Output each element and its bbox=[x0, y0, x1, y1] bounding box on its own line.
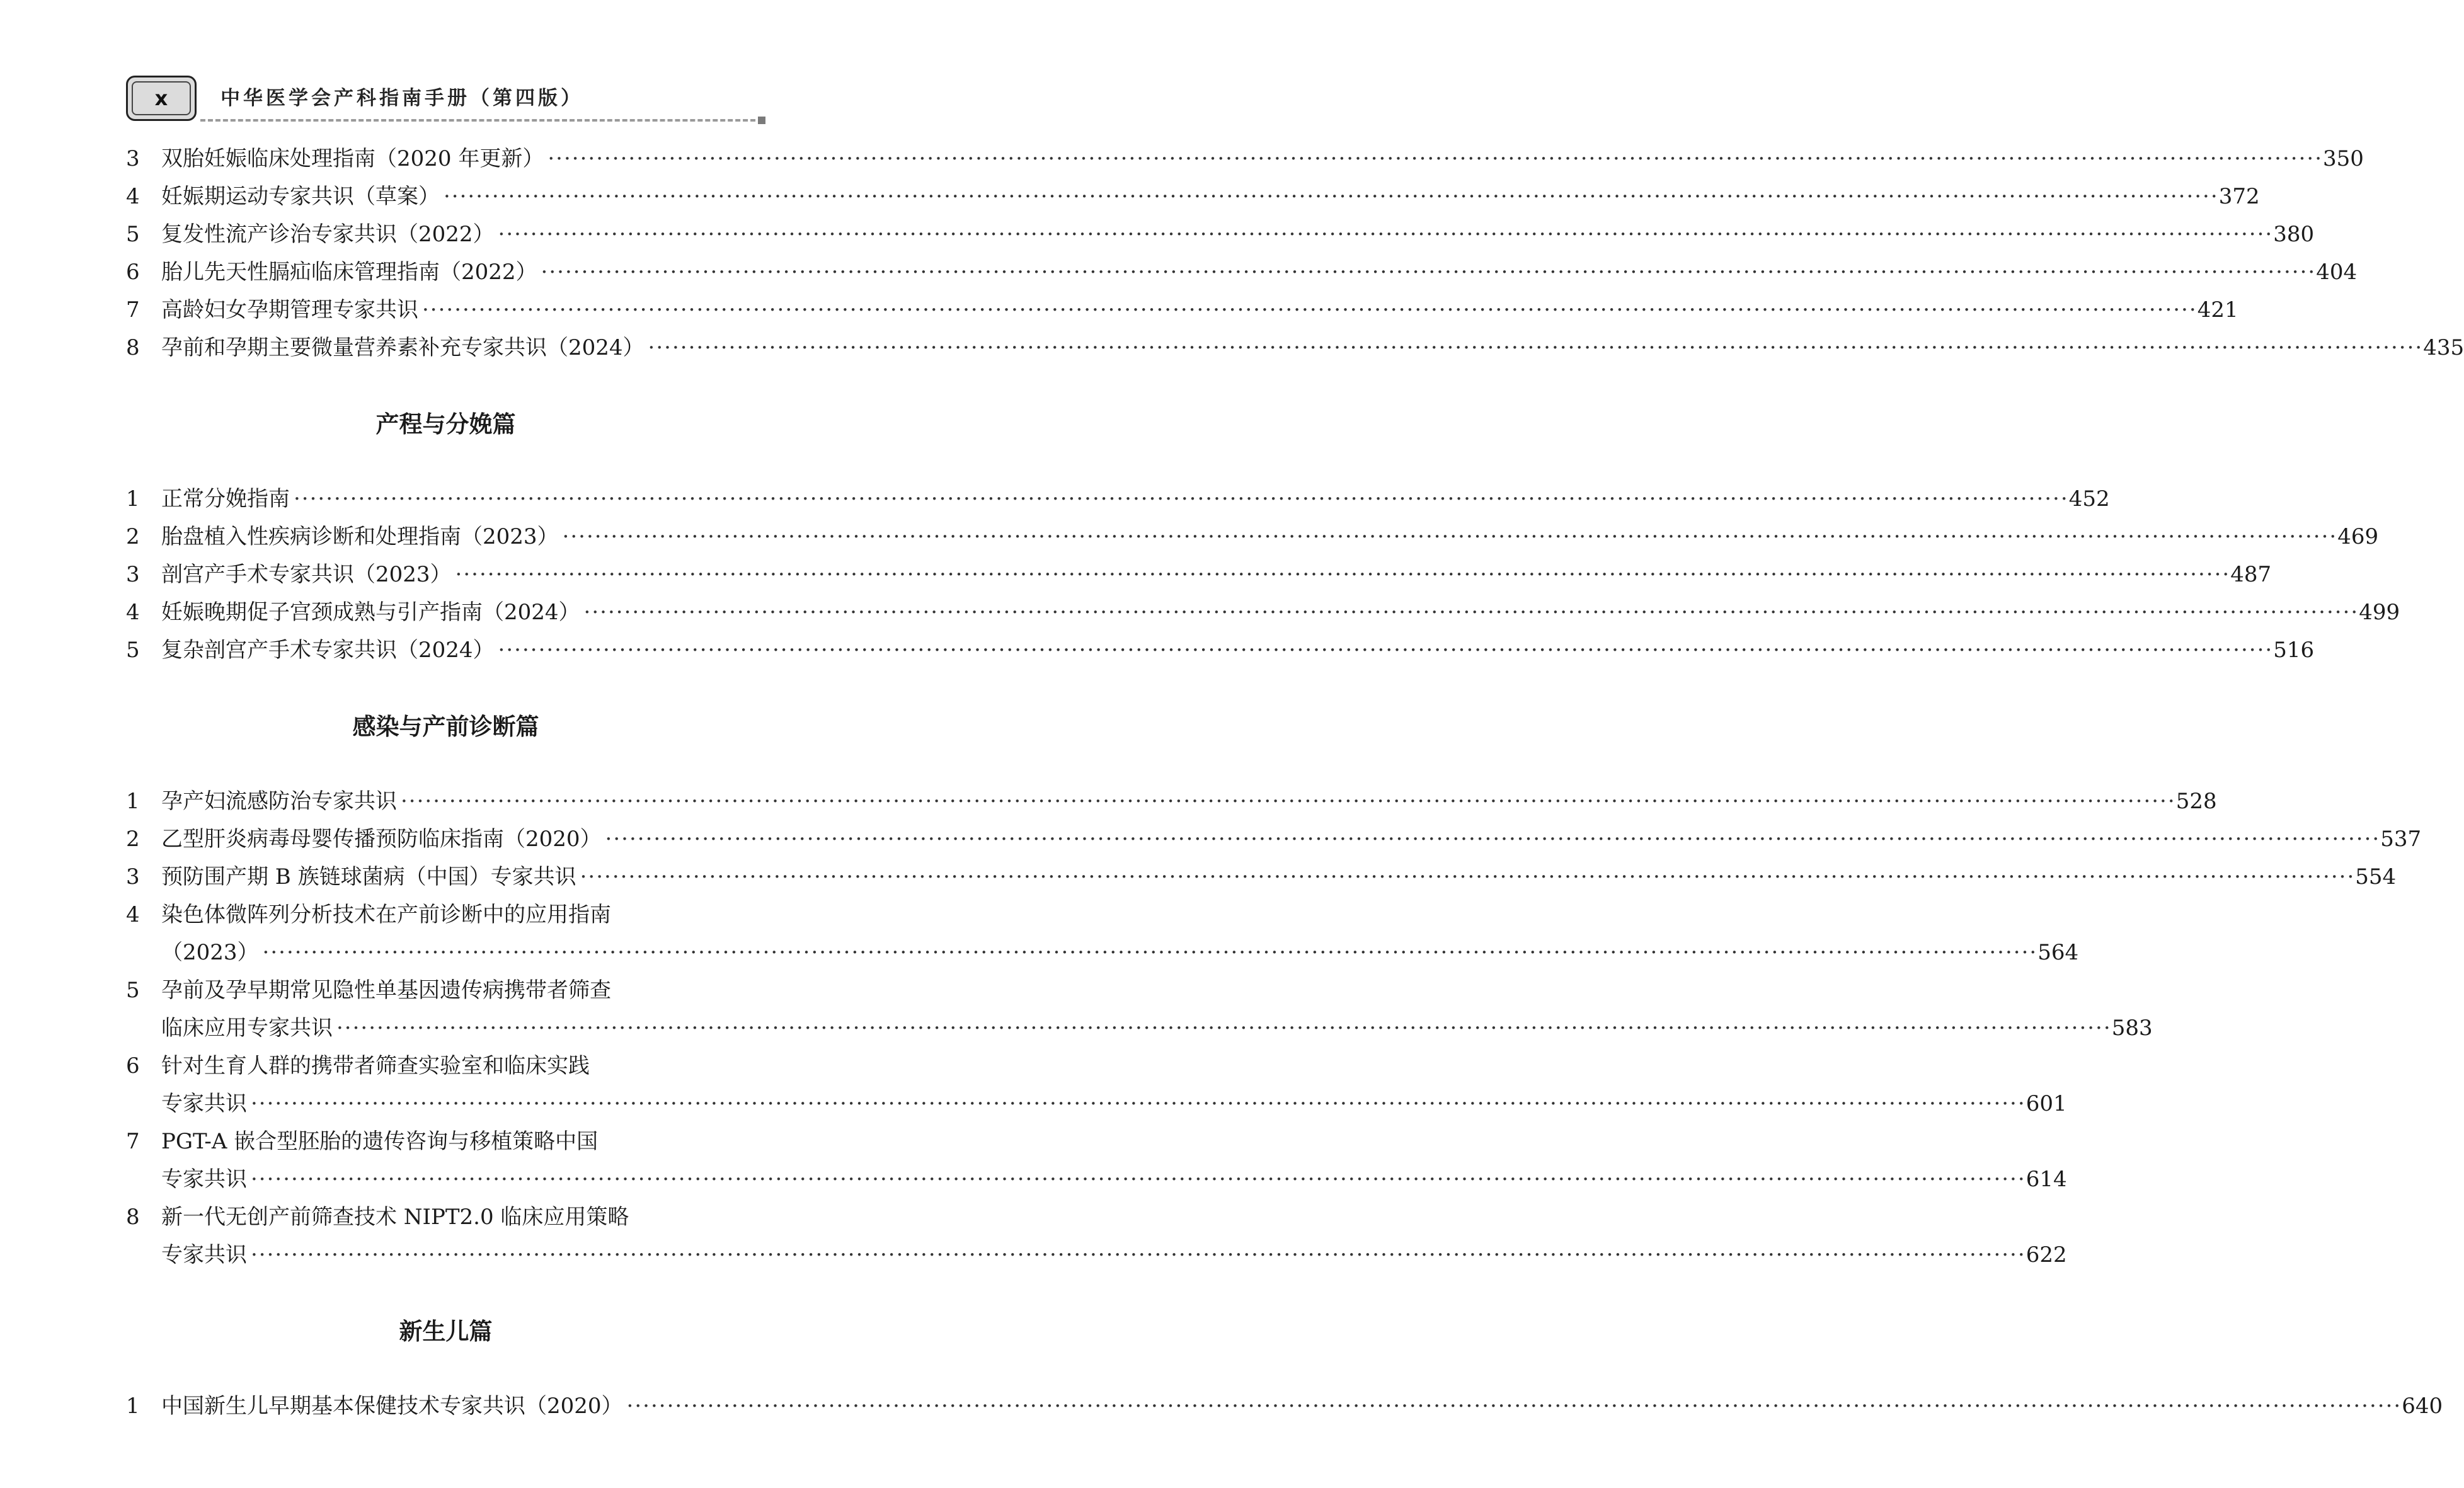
dot-leader: ···························································································································································································································· bbox=[562, 524, 2338, 549]
toc-entry[interactable] bbox=[126, 593, 2400, 631]
entry-number: 1 bbox=[126, 1394, 140, 1419]
toc-entry-line bbox=[126, 1123, 765, 1160]
section-spacing bbox=[126, 1274, 765, 1313]
book-title: 中华医学会产科指南手册（第四版） bbox=[221, 87, 583, 110]
entry-page-number: 622 bbox=[2026, 1242, 2067, 1268]
entry-number: 2 bbox=[126, 524, 140, 549]
toc-entry[interactable] bbox=[126, 1123, 2067, 1198]
entry-title: 胎儿先天性膈疝临床管理指南（2022） bbox=[161, 260, 537, 285]
entry-title: 剖宫产手术专家共识（2023） bbox=[161, 562, 452, 587]
toc-entry-line bbox=[126, 896, 765, 934]
page-number-badge bbox=[126, 76, 197, 121]
entry-number: 2 bbox=[126, 827, 140, 852]
entry-page-number: 640 bbox=[2402, 1394, 2443, 1419]
toc-entry[interactable] bbox=[126, 820, 2422, 858]
dot-leader: ···························································································································································································································· bbox=[294, 486, 2069, 512]
dot-leader: ···························································································································································································································· bbox=[251, 1091, 2026, 1116]
entry-number: 4 bbox=[126, 902, 140, 927]
entry-page-number: 372 bbox=[2218, 184, 2260, 209]
entry-number: 6 bbox=[126, 1053, 140, 1079]
entry-page-number: 516 bbox=[2273, 638, 2315, 663]
entry-title: PGT-A 嵌合型胚胎的遗传咨询与移植策略中国 bbox=[161, 1129, 599, 1154]
toc-entry-line bbox=[126, 593, 2400, 631]
header-divider-end bbox=[758, 117, 765, 124]
entry-title: 妊娠期运动专家共识（草案） bbox=[161, 184, 440, 209]
entry-number: 1 bbox=[126, 789, 140, 814]
entry-title: 复杂剖宫产手术专家共识（2024） bbox=[161, 638, 495, 663]
toc-entry-continuation bbox=[126, 1009, 2153, 1047]
entry-page-number: 537 bbox=[2380, 827, 2422, 852]
entry-number: 7 bbox=[126, 297, 140, 323]
entry-title: 预防围产期 B 族链球菌病（中国）专家共识 bbox=[161, 864, 576, 890]
toc-entry-line bbox=[126, 631, 2315, 669]
toc-entry-line bbox=[126, 291, 2238, 329]
entry-page-number: 601 bbox=[2026, 1091, 2067, 1116]
toc-entry[interactable] bbox=[126, 518, 2379, 556]
toc-entry[interactable] bbox=[126, 896, 2079, 971]
entry-number: 8 bbox=[126, 335, 140, 360]
entry-page-number: 487 bbox=[2230, 562, 2272, 587]
entry-title: 胎盘植入性疾病诊断和处理指南（2023） bbox=[161, 524, 559, 549]
toc-entry[interactable] bbox=[126, 329, 2464, 367]
dot-leader: ···························································································································································································································· bbox=[251, 1242, 2026, 1268]
dot-leader: ···························································································································································································································· bbox=[605, 827, 2381, 852]
entry-number: 3 bbox=[126, 864, 140, 890]
entry-number: 5 bbox=[126, 978, 140, 1003]
entry-number: 5 bbox=[126, 638, 140, 663]
entry-number: 3 bbox=[126, 146, 140, 171]
entry-title: 双胎妊娠临床处理指南（2020 年更新） bbox=[161, 146, 544, 171]
dot-leader: ···························································································································································································································· bbox=[498, 638, 2274, 663]
entry-number: 4 bbox=[126, 184, 140, 209]
dot-leader: ···························································································································································································································· bbox=[498, 222, 2274, 247]
toc-entry-line bbox=[126, 480, 2110, 518]
entry-title: 新一代无创产前筛查技术 NIPT2.0 临床应用策略 bbox=[161, 1205, 629, 1230]
entry-page-number: 554 bbox=[2355, 864, 2397, 890]
toc-entry[interactable] bbox=[126, 480, 2110, 518]
entry-title: 专家共识 bbox=[161, 1167, 247, 1192]
entry-page-number: 583 bbox=[2111, 1016, 2153, 1041]
entry-page-number: 421 bbox=[2197, 297, 2238, 323]
entry-title: 复发性流产诊治专家共识（2022） bbox=[161, 222, 495, 247]
toc-entry-line bbox=[126, 1387, 2443, 1425]
toc-entry[interactable] bbox=[126, 291, 2238, 329]
entry-page-number: 469 bbox=[2337, 524, 2379, 549]
section-heading: 感染与产前诊断篇 bbox=[352, 713, 539, 740]
toc-entry-line bbox=[126, 253, 2358, 291]
toc-entry-line bbox=[126, 215, 2315, 253]
entry-title: 专家共识 bbox=[161, 1242, 247, 1268]
entry-title: 高龄妇女孕期管理专家共识 bbox=[161, 297, 418, 323]
dot-leader: ···························································································································································································································· bbox=[580, 864, 2356, 890]
section-spacing bbox=[126, 367, 765, 406]
toc-entry[interactable] bbox=[126, 140, 2364, 178]
toc-entry-line bbox=[126, 140, 2364, 178]
entry-page-number: 435 bbox=[2423, 335, 2464, 360]
entry-page-number: 564 bbox=[2037, 940, 2079, 965]
toc-entry[interactable] bbox=[126, 782, 2217, 820]
page-number: x bbox=[154, 86, 168, 110]
dot-leader: ···························································································································································································································· bbox=[455, 562, 2231, 587]
section-spacing bbox=[126, 746, 765, 782]
entry-number: 1 bbox=[126, 486, 140, 512]
entry-number: 8 bbox=[126, 1205, 140, 1230]
entry-number: 4 bbox=[126, 600, 140, 625]
entry-title: 染色体微阵列分析技术在产前诊断中的应用指南 bbox=[161, 902, 611, 927]
section-spacing bbox=[126, 1351, 765, 1387]
entry-title: 中国新生儿早期基本保健技术专家共识（2020） bbox=[161, 1394, 623, 1419]
dot-leader: ···························································································································································································································· bbox=[541, 260, 2317, 285]
dot-leader: ···························································································································································································································· bbox=[626, 1394, 2402, 1419]
toc-entry-continuation bbox=[126, 1085, 2067, 1123]
toc-entry-continuation bbox=[126, 1236, 2067, 1274]
section-heading: 新生儿篇 bbox=[399, 1318, 493, 1345]
toc-entry[interactable] bbox=[126, 858, 2397, 896]
running-header bbox=[126, 76, 765, 126]
entry-number: 6 bbox=[126, 260, 140, 285]
entry-title: （2023） bbox=[161, 940, 259, 965]
toc-entry-line bbox=[126, 518, 2379, 556]
toc-entry[interactable] bbox=[126, 178, 2260, 215]
entry-title: 妊娠晚期促子宫颈成熟与引产指南（2024） bbox=[161, 600, 580, 625]
toc-entry[interactable] bbox=[126, 971, 2153, 1047]
dot-leader: ···························································································································································································································· bbox=[648, 335, 2424, 360]
dot-leader: ···························································································································································································································· bbox=[336, 1016, 2112, 1041]
entry-page-number: 452 bbox=[2068, 486, 2110, 512]
toc-entry[interactable] bbox=[126, 631, 2315, 669]
entry-number: 3 bbox=[126, 562, 140, 587]
toc-entry-line bbox=[126, 971, 765, 1009]
entry-title: 孕前及孕早期常见隐性单基因遗传病携带者筛查 bbox=[161, 978, 611, 1003]
dot-leader: ···························································································································································································································· bbox=[262, 940, 2038, 965]
dot-leader: ···························································································································································································································· bbox=[547, 146, 2324, 171]
toc-entry[interactable] bbox=[126, 1387, 2443, 1425]
entry-title: 乙型肝炎病毒母婴传播预防临床指南（2020） bbox=[161, 827, 602, 852]
entry-title: 针对生育人群的携带者筛查实验室和临床实践 bbox=[161, 1053, 590, 1079]
table-of-contents bbox=[126, 140, 2464, 1425]
toc-entry[interactable] bbox=[126, 215, 2315, 253]
toc-entry[interactable] bbox=[126, 1047, 2067, 1123]
entry-number: 5 bbox=[126, 222, 140, 247]
toc-entry[interactable] bbox=[126, 1198, 2067, 1274]
entry-title: 孕前和孕期主要微量营养素补充专家共识（2024） bbox=[161, 335, 645, 360]
section-spacing bbox=[126, 669, 765, 708]
entry-title: 专家共识 bbox=[161, 1091, 247, 1116]
toc-entry[interactable] bbox=[126, 253, 2358, 291]
toc-entry-line bbox=[126, 329, 2464, 367]
section-heading: 产程与分娩篇 bbox=[375, 411, 516, 438]
dot-leader: ···························································································································································································································· bbox=[583, 600, 2359, 625]
dot-leader: ···························································································································································································································· bbox=[422, 297, 2198, 323]
toc-entry[interactable] bbox=[126, 556, 2272, 593]
dot-leader: ···························································································································································································································· bbox=[251, 1167, 2026, 1192]
entry-number: 7 bbox=[126, 1129, 140, 1154]
entry-page-number: 350 bbox=[2323, 146, 2364, 171]
entry-page-number: 499 bbox=[2359, 600, 2400, 625]
toc-entry-line bbox=[126, 820, 2422, 858]
toc-entry-line bbox=[126, 556, 2272, 593]
header-divider bbox=[200, 119, 763, 122]
entry-page-number: 380 bbox=[2273, 222, 2315, 247]
toc-entry-line bbox=[126, 178, 2260, 215]
toc-entry-line bbox=[126, 1047, 765, 1085]
toc-entry-line bbox=[126, 782, 2217, 820]
section-spacing bbox=[126, 444, 765, 480]
toc-entry-line bbox=[126, 1198, 765, 1236]
entry-page-number: 404 bbox=[2316, 260, 2358, 285]
toc-entry-line bbox=[126, 858, 2397, 896]
toc-entry-continuation bbox=[126, 934, 2079, 971]
entry-title: 临床应用专家共识 bbox=[161, 1016, 333, 1041]
toc-entry-continuation bbox=[126, 1160, 2067, 1198]
entry-page-number: 614 bbox=[2026, 1167, 2067, 1192]
dot-leader: ···························································································································································································································· bbox=[444, 184, 2219, 209]
entry-title: 正常分娩指南 bbox=[161, 486, 290, 512]
entry-page-number: 528 bbox=[2175, 789, 2217, 814]
entry-title: 孕产妇流感防治专家共识 bbox=[161, 789, 397, 814]
dot-leader: ···························································································································································································································· bbox=[401, 789, 2176, 814]
